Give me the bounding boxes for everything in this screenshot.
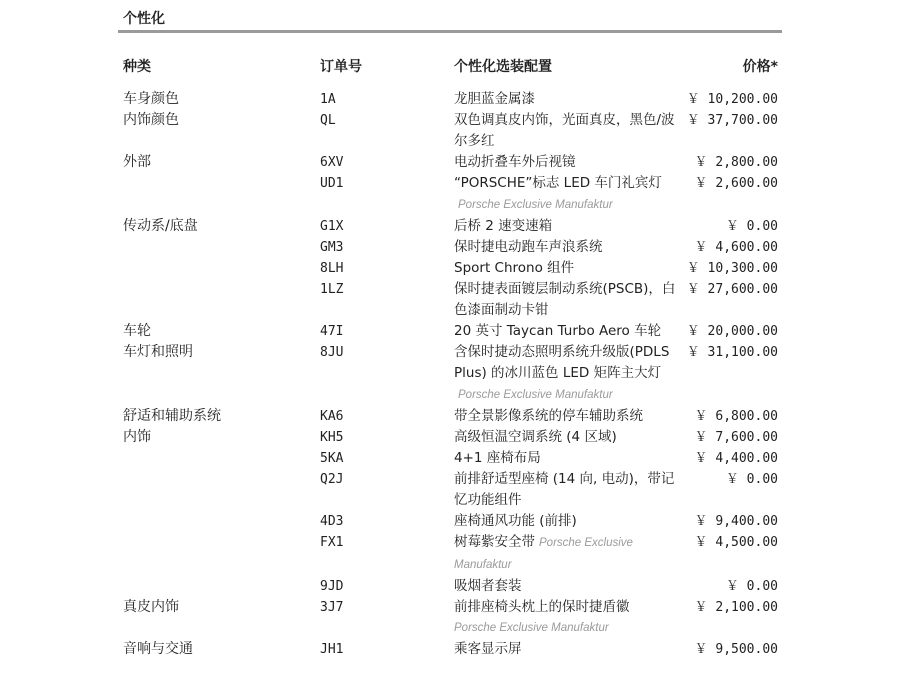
row-order-number: KA6: [320, 409, 344, 424]
table-row: [0, 448, 900, 469]
exclusive-manufaktur-note: Porsche Exclusive Manufaktur: [458, 389, 613, 401]
row-order-number: 8LH: [320, 261, 344, 276]
table-row: [0, 342, 900, 406]
table-row: [0, 89, 900, 110]
row-description: [454, 152, 680, 173]
row-order-number: 5KA: [320, 451, 344, 466]
exclusive-manufaktur-note: Porsche Exclusive Manufaktur: [454, 537, 633, 571]
row-category: 内饰: [123, 429, 151, 445]
row-description-text: 保时捷表面镀层制动系统(PSCB)，白色漆面制动卡钳: [454, 281, 676, 318]
row-price: ￥ 2,800.00: [694, 155, 778, 170]
row-price: ￥ 31,100.00: [686, 345, 778, 360]
row-price: ￥ 2,600.00: [694, 176, 778, 191]
table-row: [0, 258, 900, 279]
row-category: 真皮内饰: [123, 599, 179, 615]
row-description-text: 20 英寸 Taycan Turbo Aero 车轮: [454, 323, 662, 339]
row-description: [454, 342, 680, 406]
table-row: [0, 173, 900, 216]
row-description: [454, 279, 680, 321]
row-order-number: QL: [320, 113, 336, 128]
column-header-option: 个性化选装配置: [454, 59, 552, 75]
table-row: [0, 110, 900, 152]
column-header-price: 价格*: [742, 59, 778, 75]
row-price: ￥ 27,600.00: [686, 282, 778, 297]
row-description-text: 前排座椅头枕上的保时捷盾徽: [454, 599, 630, 615]
row-description-text: 高级恒温空调系统 (4 区域): [454, 429, 617, 445]
row-category: 车身颜色: [123, 91, 179, 107]
row-order-number: 47I: [320, 324, 344, 339]
row-price: ￥ 4,600.00: [694, 240, 778, 255]
row-order-number: JH1: [320, 642, 344, 657]
row-order-number: GM3: [320, 240, 344, 255]
row-category: 音响与交通: [123, 641, 193, 657]
row-category: 外部: [123, 154, 151, 170]
row-description: [454, 216, 680, 237]
table-row: [0, 597, 900, 639]
column-header-category: 种类: [123, 59, 151, 75]
row-description: [454, 511, 680, 532]
row-description-text: 座椅通风功能 (前排): [454, 513, 577, 529]
row-price: ￥ 0.00: [725, 219, 778, 234]
table-row: [0, 576, 900, 597]
table-row: [0, 216, 900, 237]
row-order-number: KH5: [320, 430, 344, 445]
section-divider: [118, 30, 782, 33]
row-price: ￥ 0.00: [725, 472, 778, 487]
row-order-number: 1A: [320, 92, 336, 107]
row-description-text: 含保时捷动态照明系统升级版(PDLS Plus) 的冰川蓝色 LED 矩阵主大灯: [454, 344, 670, 381]
row-description-text: 保时捷电动跑车声浪系统: [454, 239, 603, 255]
row-category: 舒适和辅助系统: [123, 408, 221, 424]
row-description: [454, 89, 680, 110]
row-description: [454, 597, 680, 639]
row-order-number: UD1: [320, 176, 344, 191]
row-order-number: 9JD: [320, 579, 344, 594]
row-description: [454, 639, 680, 660]
table-row: [0, 279, 900, 321]
row-category: 传动系/底盘: [123, 218, 198, 234]
row-description: [454, 321, 680, 342]
row-description: [454, 576, 680, 597]
row-order-number: FX1: [320, 535, 344, 550]
row-description-text: 树莓紫安全带: [454, 534, 535, 550]
row-description-text: 4+1 座椅布局: [454, 450, 541, 466]
column-header-order-number: 订单号: [320, 59, 362, 75]
row-description: [454, 406, 680, 427]
row-description-text: 带全景影像系统的停车辅助系统: [454, 408, 643, 424]
row-description-text: 前排舒适型座椅 (14 向, 电动)，带记忆功能组件: [454, 471, 675, 508]
exclusive-manufaktur-note: Porsche Exclusive Manufaktur: [458, 199, 613, 211]
row-order-number: 8JU: [320, 345, 344, 360]
row-description-text: 电动折叠车外后视镜: [454, 154, 576, 170]
row-order-number: 6XV: [320, 155, 344, 170]
row-description-text: “PORSCHE”标志 LED 车门礼宾灯: [454, 175, 662, 191]
row-order-number: 1LZ: [320, 282, 344, 297]
table-row: [0, 469, 900, 511]
row-order-number: G1X: [320, 219, 344, 234]
row-price: ￥ 6,800.00: [694, 409, 778, 424]
row-category: 车灯和照明: [123, 344, 193, 360]
table-row: [0, 237, 900, 258]
row-description: [454, 448, 680, 469]
row-price: ￥ 20,000.00: [686, 324, 778, 339]
section-title: 个性化: [123, 11, 165, 27]
row-order-number: 3J7: [320, 600, 344, 615]
row-description: [454, 110, 680, 152]
row-description: [454, 258, 680, 279]
row-price: ￥ 4,400.00: [694, 451, 778, 466]
row-price: ￥ 9,500.00: [694, 642, 778, 657]
row-category: 内饰颜色: [123, 112, 179, 128]
options-table: [0, 89, 900, 660]
row-price: ￥ 2,100.00: [694, 600, 778, 615]
row-description: [454, 532, 680, 576]
table-row: [0, 639, 900, 660]
table-row: [0, 406, 900, 427]
table-row: [0, 152, 900, 173]
row-description-text: 乘客显示屏: [454, 641, 522, 657]
row-description: [454, 173, 680, 216]
row-price: ￥ 7,600.00: [694, 430, 778, 445]
row-price: ￥ 9,400.00: [694, 514, 778, 529]
row-order-number: Q2J: [320, 472, 344, 487]
table-row: [0, 427, 900, 448]
table-row: [0, 321, 900, 342]
row-price: ￥ 10,300.00: [686, 261, 778, 276]
row-order-number: 4D3: [320, 514, 344, 529]
row-description-text: 双色调真皮内饰，光面真皮，黑色/波尔多红: [454, 112, 675, 149]
table-row: [0, 532, 900, 576]
row-price: ￥ 37,700.00: [686, 113, 778, 128]
row-category: 车轮: [123, 323, 151, 339]
row-description-text: 后桥 2 速变速箱: [454, 218, 553, 234]
row-description: [454, 469, 680, 511]
exclusive-manufaktur-note: Porsche Exclusive Manufaktur: [454, 622, 609, 634]
row-price: ￥ 0.00: [725, 579, 778, 594]
row-description: [454, 427, 680, 448]
row-price: ￥ 4,500.00: [694, 535, 778, 550]
table-row: [0, 511, 900, 532]
row-price: ￥ 10,200.00: [686, 92, 778, 107]
row-description: [454, 237, 680, 258]
row-description-text: 吸烟者套装: [454, 578, 522, 594]
row-description-text: Sport Chrono 组件: [454, 260, 575, 276]
row-description-text: 龙胆蓝金属漆: [454, 91, 535, 107]
